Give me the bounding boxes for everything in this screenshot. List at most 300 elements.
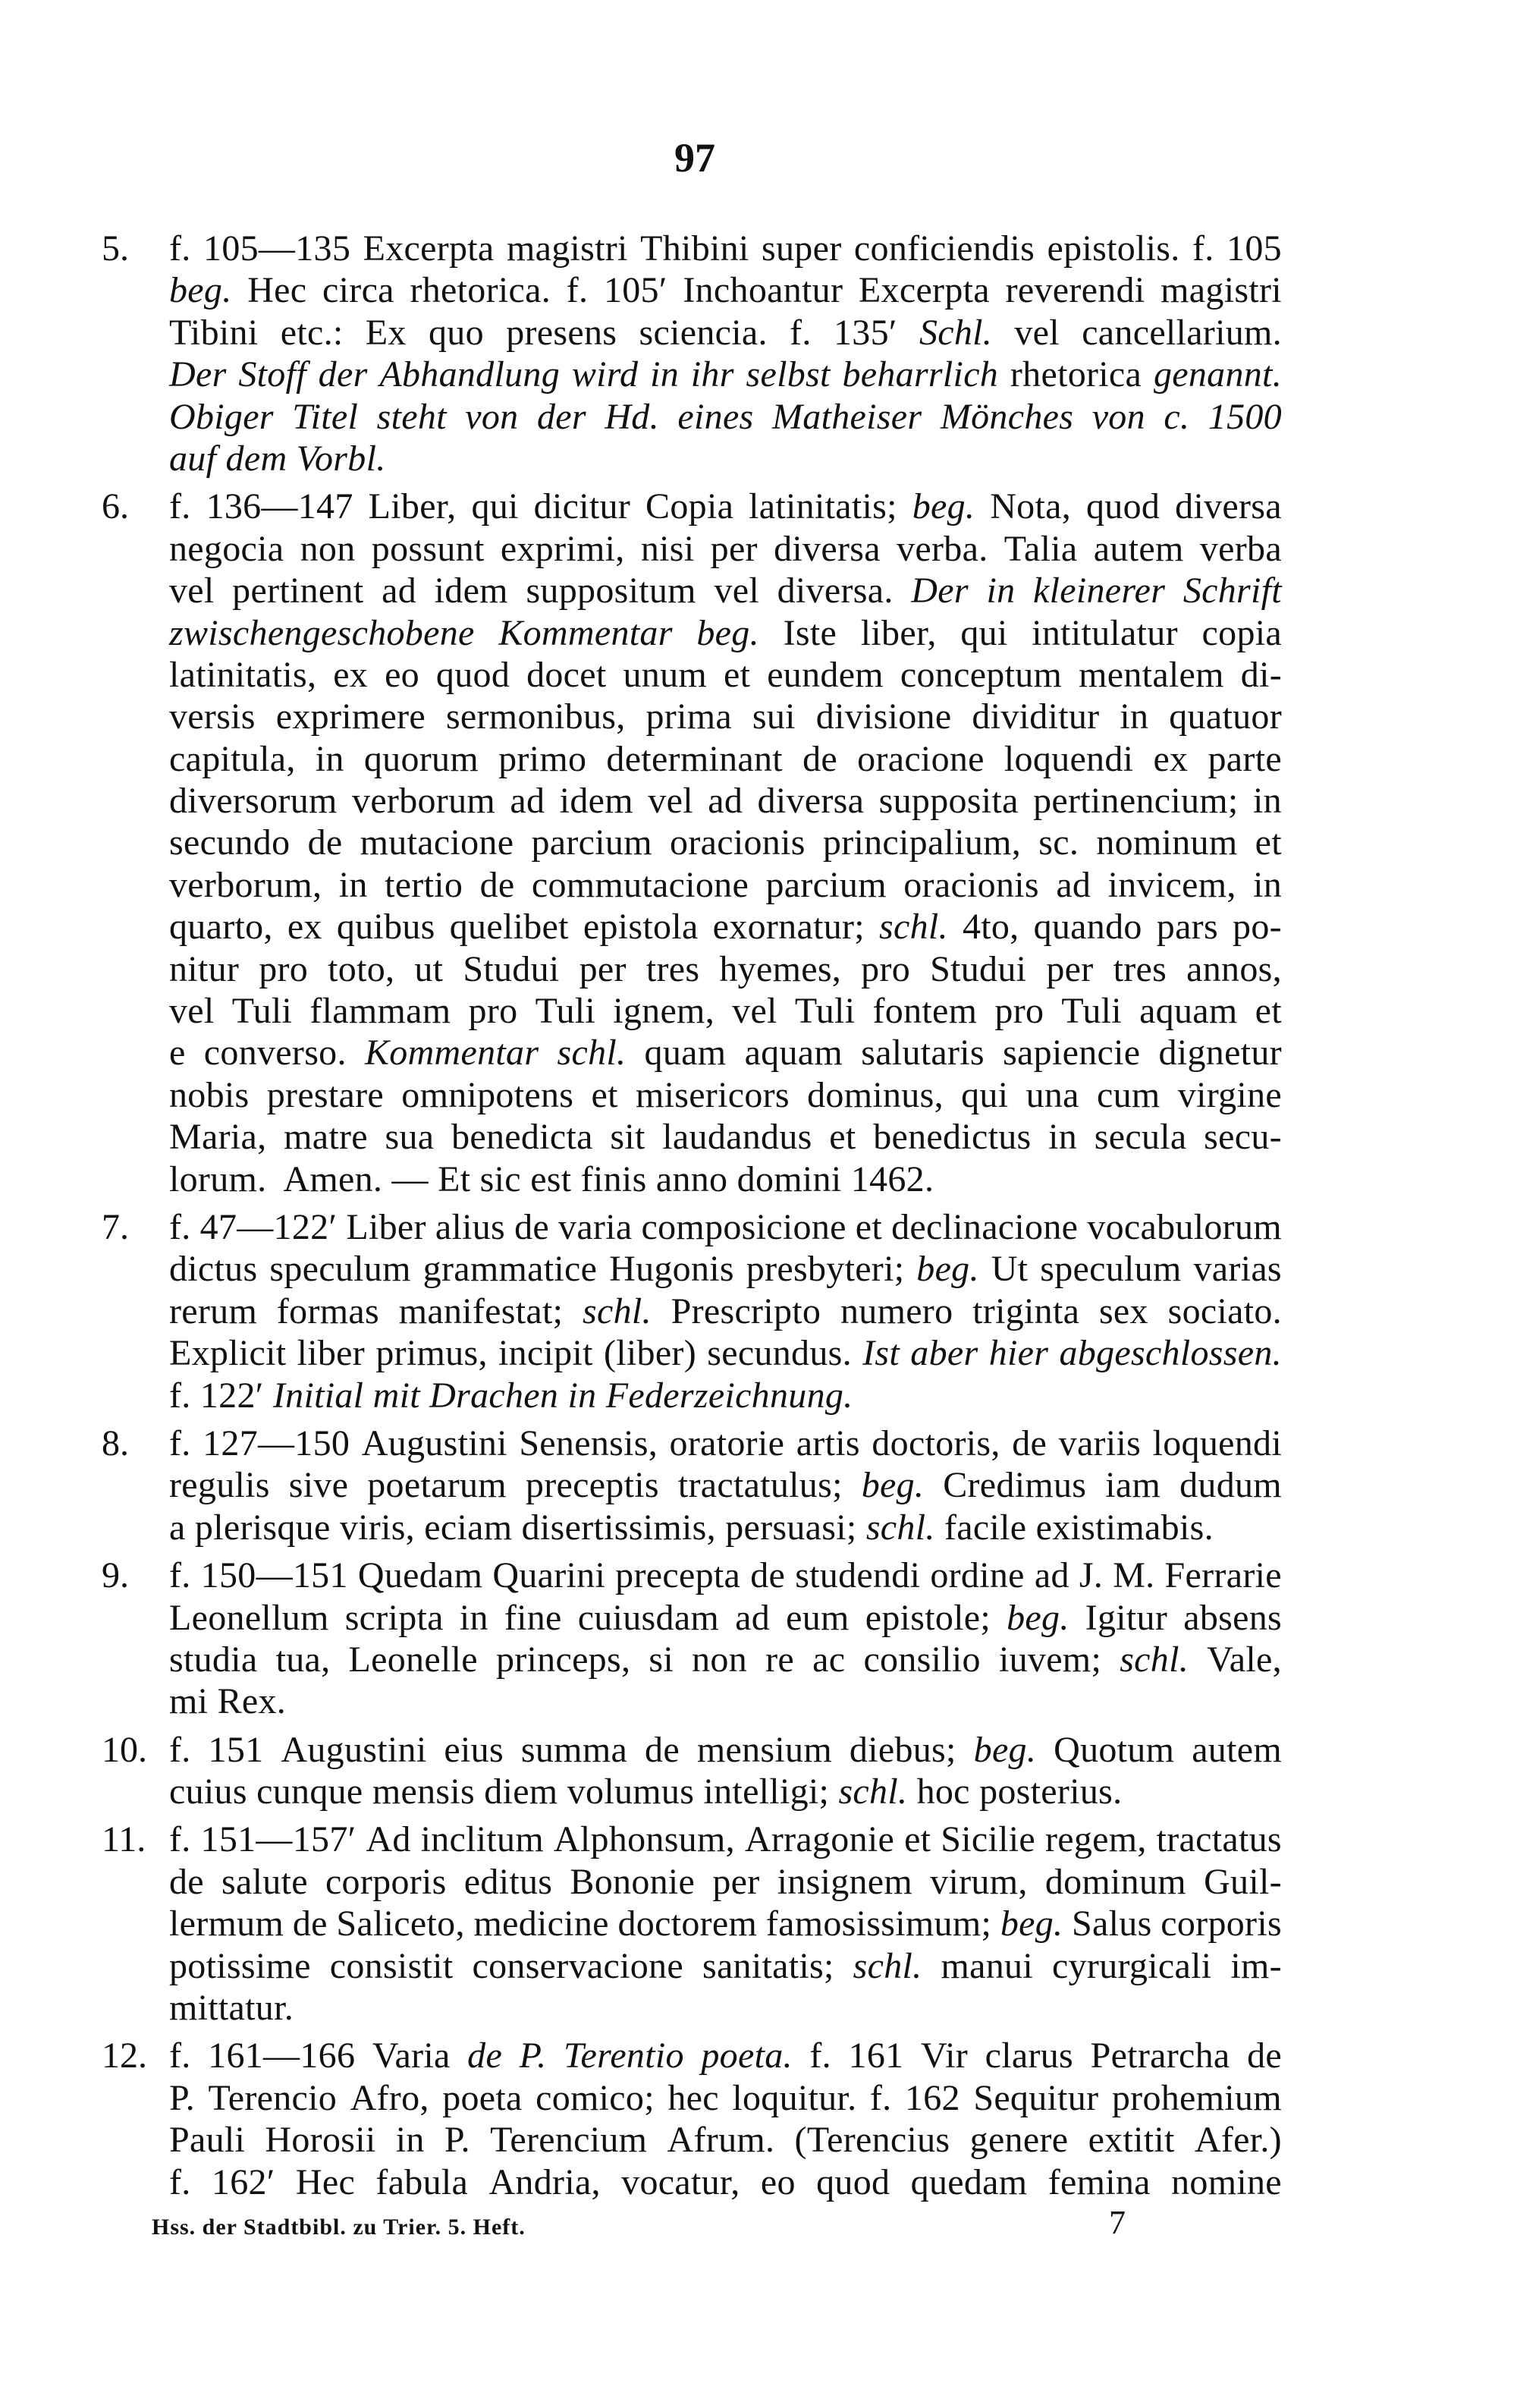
text-word: 161—166	[208, 2035, 356, 2076]
entry-body	[169, 1555, 1282, 1723]
text-word: tractatus	[1156, 1819, 1282, 1860]
text-word: declinacione	[891, 1206, 1079, 1247]
text-word: incipit	[498, 1333, 593, 1374]
text-word: unum	[623, 654, 708, 695]
text-word: inclitum	[420, 1819, 544, 1860]
text-word: Talia	[1003, 528, 1078, 569]
catalog-entry	[102, 2035, 1285, 2203]
text-word: possunt	[371, 528, 485, 569]
italic-annotation: Titel	[292, 396, 359, 437]
text-word: tractatulus;	[677, 1465, 843, 1506]
text-word: de	[307, 822, 343, 863]
text-word: Vir	[921, 2035, 969, 2076]
text-word: misericors	[635, 1074, 790, 1115]
text-word: pro	[861, 948, 911, 989]
text-word: f.	[169, 2161, 191, 2202]
text-word: Horosii	[265, 2120, 376, 2161]
text-word: tres	[645, 948, 700, 989]
text-word: variis	[1058, 1422, 1142, 1463]
text-word: dignetur	[1158, 1033, 1282, 1074]
text-word: clarus	[985, 2035, 1074, 2076]
catalog-entry	[102, 228, 1285, 479]
text-word: diversa	[1175, 486, 1282, 527]
text-word: studendi	[795, 1555, 921, 1596]
entry-number: 7.	[102, 1206, 129, 1247]
text-word: Studui	[463, 948, 560, 989]
text-line	[169, 1861, 1282, 1903]
text-word: cuiusdam	[577, 1597, 720, 1638]
text-word: prestare	[266, 1074, 385, 1115]
text-word: ut	[414, 948, 444, 989]
italic-annotation: kleinerer	[1033, 571, 1166, 611]
text-word: mutacione	[360, 822, 514, 863]
italic-annotation: schl.	[1120, 1639, 1189, 1680]
italic-annotation: der	[536, 396, 586, 437]
text-word: vel	[714, 571, 759, 611]
text-word: Terencium	[490, 2120, 648, 2161]
italic-annotation: schl.	[838, 1771, 908, 1812]
text-word: femina	[1047, 2161, 1151, 2202]
text-word: autem	[1192, 1729, 1282, 1770]
text-word: 161	[848, 2035, 904, 2076]
text-word: parte	[1208, 738, 1282, 779]
text-run: mi Rex.	[169, 1681, 287, 1722]
text-word: 150—151	[200, 1555, 348, 1596]
text-word: formas	[276, 1290, 379, 1331]
text-word: Thibini	[640, 228, 749, 269]
text-word: Quarini	[492, 1555, 606, 1596]
text-word: 151—157′	[200, 1819, 356, 1860]
text-word: f.	[790, 312, 812, 353]
text-word: eius	[444, 1729, 504, 1770]
text-word: conficiendis	[853, 228, 1035, 269]
text-line	[169, 1680, 1282, 1722]
italic-annotation: Kommentar	[364, 1033, 539, 1074]
italic-annotation: beg.	[861, 1465, 925, 1506]
text-word: Excerpta	[858, 270, 990, 311]
text-word: iam	[1105, 1465, 1161, 1506]
text-word: copia	[1201, 612, 1282, 653]
text-word: oratorie	[669, 1422, 785, 1463]
text-line	[169, 354, 1282, 395]
text-word: in	[338, 864, 368, 905]
catalog-entry	[102, 1555, 1285, 1723]
text-word: exornatur;	[712, 907, 865, 948]
text-word: Liber	[346, 1206, 426, 1247]
text-word: absens	[1183, 1597, 1282, 1638]
text-word: pro	[259, 948, 309, 989]
text-word: preceptis	[525, 1465, 659, 1506]
text-word: et	[855, 1206, 883, 1247]
text-word: quorum	[363, 738, 479, 779]
text-word: idem	[559, 781, 633, 822]
text-word: quod	[1085, 486, 1161, 527]
text-word: prima	[645, 696, 732, 737]
text-word: quando	[1033, 907, 1142, 948]
text-word: tres	[1113, 948, 1167, 989]
text-word: conceptum	[900, 654, 1063, 695]
text-word: Credimus	[943, 1465, 1087, 1506]
text-line	[169, 1945, 1282, 1987]
text-word: summa	[520, 1729, 628, 1770]
text-word: mensium	[696, 1729, 832, 1770]
text-word: rerum	[169, 1290, 258, 1331]
text-line	[169, 780, 1282, 822]
text-word: fine	[504, 1597, 562, 1638]
text-word: pars	[1156, 907, 1218, 948]
text-word: et	[1255, 822, 1282, 863]
text-word: virum,	[930, 1861, 1028, 1902]
text-word: Prescripto	[671, 1290, 821, 1331]
text-line	[169, 1074, 1282, 1116]
italic-annotation: Ist	[862, 1333, 900, 1374]
text-word: magistri	[1161, 270, 1282, 311]
text-word: de	[1012, 1422, 1047, 1463]
text-word: dividitur	[972, 696, 1100, 737]
italic-annotation: Matheiser	[772, 396, 922, 437]
text-word: salutaris	[861, 1033, 985, 1074]
text-word: Senensis,	[519, 1422, 658, 1463]
text-word: 105	[1226, 228, 1282, 269]
text-word: editus	[463, 1861, 553, 1902]
text-word: in	[1252, 781, 1282, 822]
text-word: Quedam	[357, 1555, 483, 1596]
text-word: composicione	[641, 1206, 846, 1247]
text-word: epistole;	[865, 1597, 991, 1638]
text-word: oracionis	[903, 864, 1039, 905]
text-word: sui	[752, 696, 796, 737]
entry-number: 11.	[102, 1819, 146, 1860]
text-line	[169, 696, 1282, 737]
text-word: speculum	[1040, 1249, 1182, 1290]
text-word: lermum	[169, 1903, 284, 1944]
text-line	[169, 990, 1282, 1032]
text-word: precepta	[615, 1555, 741, 1596]
text-word: Afrum.	[667, 2120, 775, 2161]
text-word: per	[712, 1861, 760, 1902]
text-word: 127—150	[203, 1422, 350, 1463]
text-word: diversa.	[777, 571, 894, 611]
text-line	[169, 1422, 1282, 1464]
text-word: quelibet	[449, 907, 569, 948]
text-word: nominum	[1096, 822, 1238, 863]
text-word: comico;	[536, 2077, 655, 2118]
text-word: Tuli	[535, 991, 596, 1032]
text-word: Hec	[295, 2161, 356, 2202]
text-word: et	[723, 654, 751, 695]
text-word: supposita	[878, 781, 1019, 822]
text-word: oracione	[857, 738, 985, 779]
text-word: converso.	[203, 1033, 347, 1074]
text-word: latinitatis,	[169, 654, 317, 695]
text-word: sive	[288, 1465, 349, 1506]
text-word: loquitur.	[732, 2077, 857, 2118]
text-word: vocabulorum	[1087, 1206, 1282, 1247]
text-word: exprimi,	[500, 528, 625, 569]
text-word: pertinencium;	[1033, 781, 1239, 822]
text-word: mentalem	[1079, 654, 1224, 695]
text-word: f.	[169, 1729, 191, 1770]
text-word: Tibini	[169, 312, 259, 353]
text-word: dominus,	[807, 1074, 944, 1115]
italic-annotation: steht	[376, 396, 447, 437]
italic-annotation: Obiger	[169, 396, 274, 437]
text-word: Afer.)	[1194, 2120, 1282, 2161]
text-word: scripta	[344, 1597, 444, 1638]
text-word: ex	[1153, 738, 1189, 779]
text-word: qui	[960, 612, 1008, 653]
text-word: Augustini	[281, 1729, 427, 1770]
text-word: corporis	[1161, 1903, 1282, 1944]
text-word: Augustini	[361, 1422, 507, 1463]
text-word: super	[762, 228, 842, 269]
text-word: in	[315, 738, 344, 779]
page-number-text: 97	[674, 135, 715, 181]
text-word: vel	[169, 991, 215, 1032]
italic-annotation: beharrlich	[842, 354, 999, 395]
text-word: quo	[429, 312, 484, 353]
text-word: de	[802, 738, 837, 779]
italic-annotation: Stoff	[238, 354, 306, 395]
text-word: salute	[221, 1861, 308, 1902]
text-word: de	[292, 1903, 328, 1944]
text-line	[169, 1987, 1282, 2029]
text-word: non	[300, 528, 356, 569]
text-word: poeta	[442, 2077, 523, 2118]
italic-annotation: beg.	[973, 1729, 1037, 1770]
italic-annotation: beg.	[696, 612, 759, 653]
text-word: verba.	[897, 528, 988, 569]
text-word: quod	[816, 2161, 890, 2202]
text-word: Nota,	[990, 486, 1071, 527]
text-run: hoc posterius.	[907, 1771, 1123, 1812]
italic-annotation: auf dem Vorbl.	[169, 438, 386, 479]
entry-number: 5.	[102, 228, 129, 269]
text-word: alius	[435, 1206, 505, 1247]
text-word: 105′	[603, 270, 667, 311]
text-word: Alphonsum,	[553, 1819, 735, 1860]
text-word: f.	[169, 486, 191, 527]
text-line	[169, 396, 1282, 438]
italic-annotation: 1500	[1208, 396, 1282, 437]
italic-annotation: schl.	[853, 1945, 922, 1986]
text-word: ad	[510, 781, 545, 822]
signature-mark: 7	[1109, 2204, 1126, 2241]
text-word: de	[645, 1729, 680, 1770]
text-word: fontem	[872, 991, 978, 1032]
text-word: eum	[786, 1597, 850, 1638]
text-word: 4to,	[962, 907, 1019, 948]
text-line	[169, 1903, 1282, 1944]
text-word: vel	[648, 781, 693, 822]
text-word: iuvem;	[998, 1639, 1102, 1680]
text-word: determinant	[606, 738, 783, 779]
text-word: Terencio	[208, 2077, 338, 2118]
text-word: divisione	[815, 696, 952, 737]
text-run: lorum. Amen. — Et sic est finis anno domini 1462.	[169, 1158, 934, 1199]
text-word: cancellarium.	[1082, 312, 1282, 353]
text-word: dominum	[1044, 1861, 1186, 1902]
text-line	[169, 864, 1282, 906]
text-line	[169, 528, 1282, 570]
text-word: per	[579, 948, 627, 989]
text-word: Inchoantur	[683, 270, 843, 311]
text-word: in	[1253, 864, 1282, 905]
text-word: f.	[169, 1206, 191, 1247]
text-line	[169, 1332, 1282, 1374]
text-word: famosissimum;	[765, 1903, 992, 1944]
text-word: Bononie	[570, 1861, 696, 1902]
text-word: secula	[1094, 1117, 1187, 1158]
text-word: de	[514, 1206, 549, 1247]
text-word: suppositum	[526, 571, 696, 611]
text-line	[169, 1464, 1282, 1506]
text-word: verba	[1199, 528, 1282, 569]
text-word: tua,	[275, 1639, 331, 1680]
text-word: reverendi	[1005, 270, 1145, 311]
text-word: primus,	[375, 1333, 488, 1374]
text-word: de	[750, 1555, 786, 1596]
text-word: circa	[322, 270, 394, 311]
text-word: benedicta	[451, 1117, 593, 1158]
text-run: a plerisque viris, eciam disertissimis, persuasi;	[169, 1507, 866, 1548]
text-word: vel	[1014, 312, 1060, 353]
text-line	[169, 486, 1282, 527]
italic-annotation: von	[1091, 396, 1145, 437]
text-word: Sequitur	[973, 2077, 1099, 2118]
italic-annotation: in	[986, 571, 1016, 611]
text-word: Salus	[1072, 1903, 1152, 1944]
text-line	[169, 438, 1282, 479]
text-word: Copia	[645, 486, 734, 527]
text-word: Tuli	[231, 991, 293, 1032]
text-word: sit	[610, 1117, 645, 1158]
text-line	[169, 2035, 1282, 2076]
text-word: latinitatis;	[749, 486, 897, 527]
text-word: magistri	[506, 228, 628, 269]
text-word: exprimere	[275, 696, 426, 737]
italic-annotation: poeta.	[701, 2035, 793, 2076]
text-word: ad	[1056, 864, 1091, 905]
italic-annotation: schl.	[583, 1290, 652, 1331]
text-word: vocatur,	[621, 2161, 740, 2202]
text-word: 105—135	[203, 228, 351, 269]
text-word: in	[1120, 696, 1149, 737]
text-word: commutacione	[531, 864, 749, 905]
text-word: artis	[796, 1422, 860, 1463]
text-word: eundem	[767, 654, 884, 695]
text-word: 151	[208, 1729, 264, 1770]
text-word: J.	[1079, 1555, 1104, 1596]
text-line	[169, 1507, 1282, 1548]
italic-annotation: schl.	[557, 1033, 627, 1074]
text-word: doctoris,	[872, 1422, 1000, 1463]
text-word: docet	[526, 654, 607, 695]
text-word: loquendi	[1003, 738, 1134, 779]
text-word: Tuli	[794, 991, 856, 1032]
text-word: 162	[904, 2077, 960, 2118]
text-word: f.	[169, 1422, 191, 1463]
catalog-entry	[102, 1819, 1285, 2029]
text-word: de	[479, 864, 515, 905]
italic-annotation: Hd.	[605, 396, 659, 437]
text-word: numero	[840, 1290, 953, 1331]
text-word: studia	[169, 1639, 258, 1680]
italic-annotation: selbst	[746, 354, 831, 395]
text-word: 136—147	[206, 486, 353, 527]
text-word: Liber,	[368, 486, 457, 527]
text-word: princeps,	[495, 1639, 631, 1680]
catalog-entry	[102, 486, 1285, 1200]
text-word: vel	[169, 571, 215, 611]
italic-annotation: genannt.	[1153, 354, 1282, 395]
italic-annotation: schl.	[865, 1507, 935, 1548]
text-run: mittatur.	[169, 1988, 294, 2029]
text-run: facile existimabis.	[934, 1507, 1214, 1548]
text-word: Vale,	[1207, 1639, 1282, 1680]
text-line	[169, 612, 1282, 654]
text-word: una	[1025, 1074, 1079, 1115]
text-word: si	[649, 1639, 674, 1680]
text-line	[169, 2161, 1282, 2203]
text-run: f. 122′	[169, 1375, 273, 1416]
italic-annotation: Der	[911, 571, 969, 611]
text-word: Iste	[783, 612, 837, 653]
italic-annotation: beg.	[1000, 1903, 1063, 1944]
text-word: tertio	[385, 864, 463, 905]
text-word: diebus;	[849, 1729, 956, 1770]
entry-number: 8.	[102, 1422, 129, 1463]
text-word: Explicit	[169, 1333, 287, 1374]
text-word: Leonelle	[348, 1639, 478, 1680]
text-line	[169, 654, 1282, 696]
text-word: corporis	[325, 1861, 447, 1902]
text-line	[169, 1116, 1282, 1158]
text-word: et	[591, 1074, 618, 1115]
text-word: primo	[498, 738, 587, 779]
text-word: presbyteri;	[746, 1249, 905, 1290]
text-word: varias	[1193, 1249, 1282, 1290]
entry-body	[169, 486, 1282, 1200]
text-word: quatuor	[1169, 696, 1282, 737]
text-word: Guil-	[1204, 1861, 1282, 1902]
text-word: potissime	[169, 1945, 311, 1986]
italic-annotation: zwischengeschobene	[169, 612, 475, 653]
text-word: f.	[169, 1555, 191, 1596]
text-word: Hec	[247, 270, 307, 311]
italic-annotation: eines	[677, 396, 754, 437]
text-word: non	[692, 1639, 748, 1680]
text-word: hec	[667, 2077, 719, 2118]
text-word: sc.	[1038, 822, 1079, 863]
text-word: Ferrarie	[1164, 1555, 1282, 1596]
entry-number: 9.	[102, 1555, 129, 1596]
text-word: dicitur	[533, 486, 631, 527]
text-word: f.	[1192, 228, 1214, 269]
text-word: P.	[444, 2120, 470, 2161]
text-word: di-	[1240, 654, 1282, 695]
italic-annotation: beg.	[916, 1249, 979, 1290]
text-word: triginta	[972, 1290, 1080, 1331]
text-word: liber	[297, 1333, 366, 1374]
italic-annotation: hier	[988, 1333, 1049, 1374]
text-word: sermonibus,	[445, 696, 626, 737]
text-word: parcium	[531, 822, 652, 863]
text-word: ad	[1034, 1555, 1069, 1596]
text-word: idem	[434, 571, 508, 611]
page-number	[0, 135, 1517, 181]
text-word: (liber)	[603, 1333, 696, 1374]
